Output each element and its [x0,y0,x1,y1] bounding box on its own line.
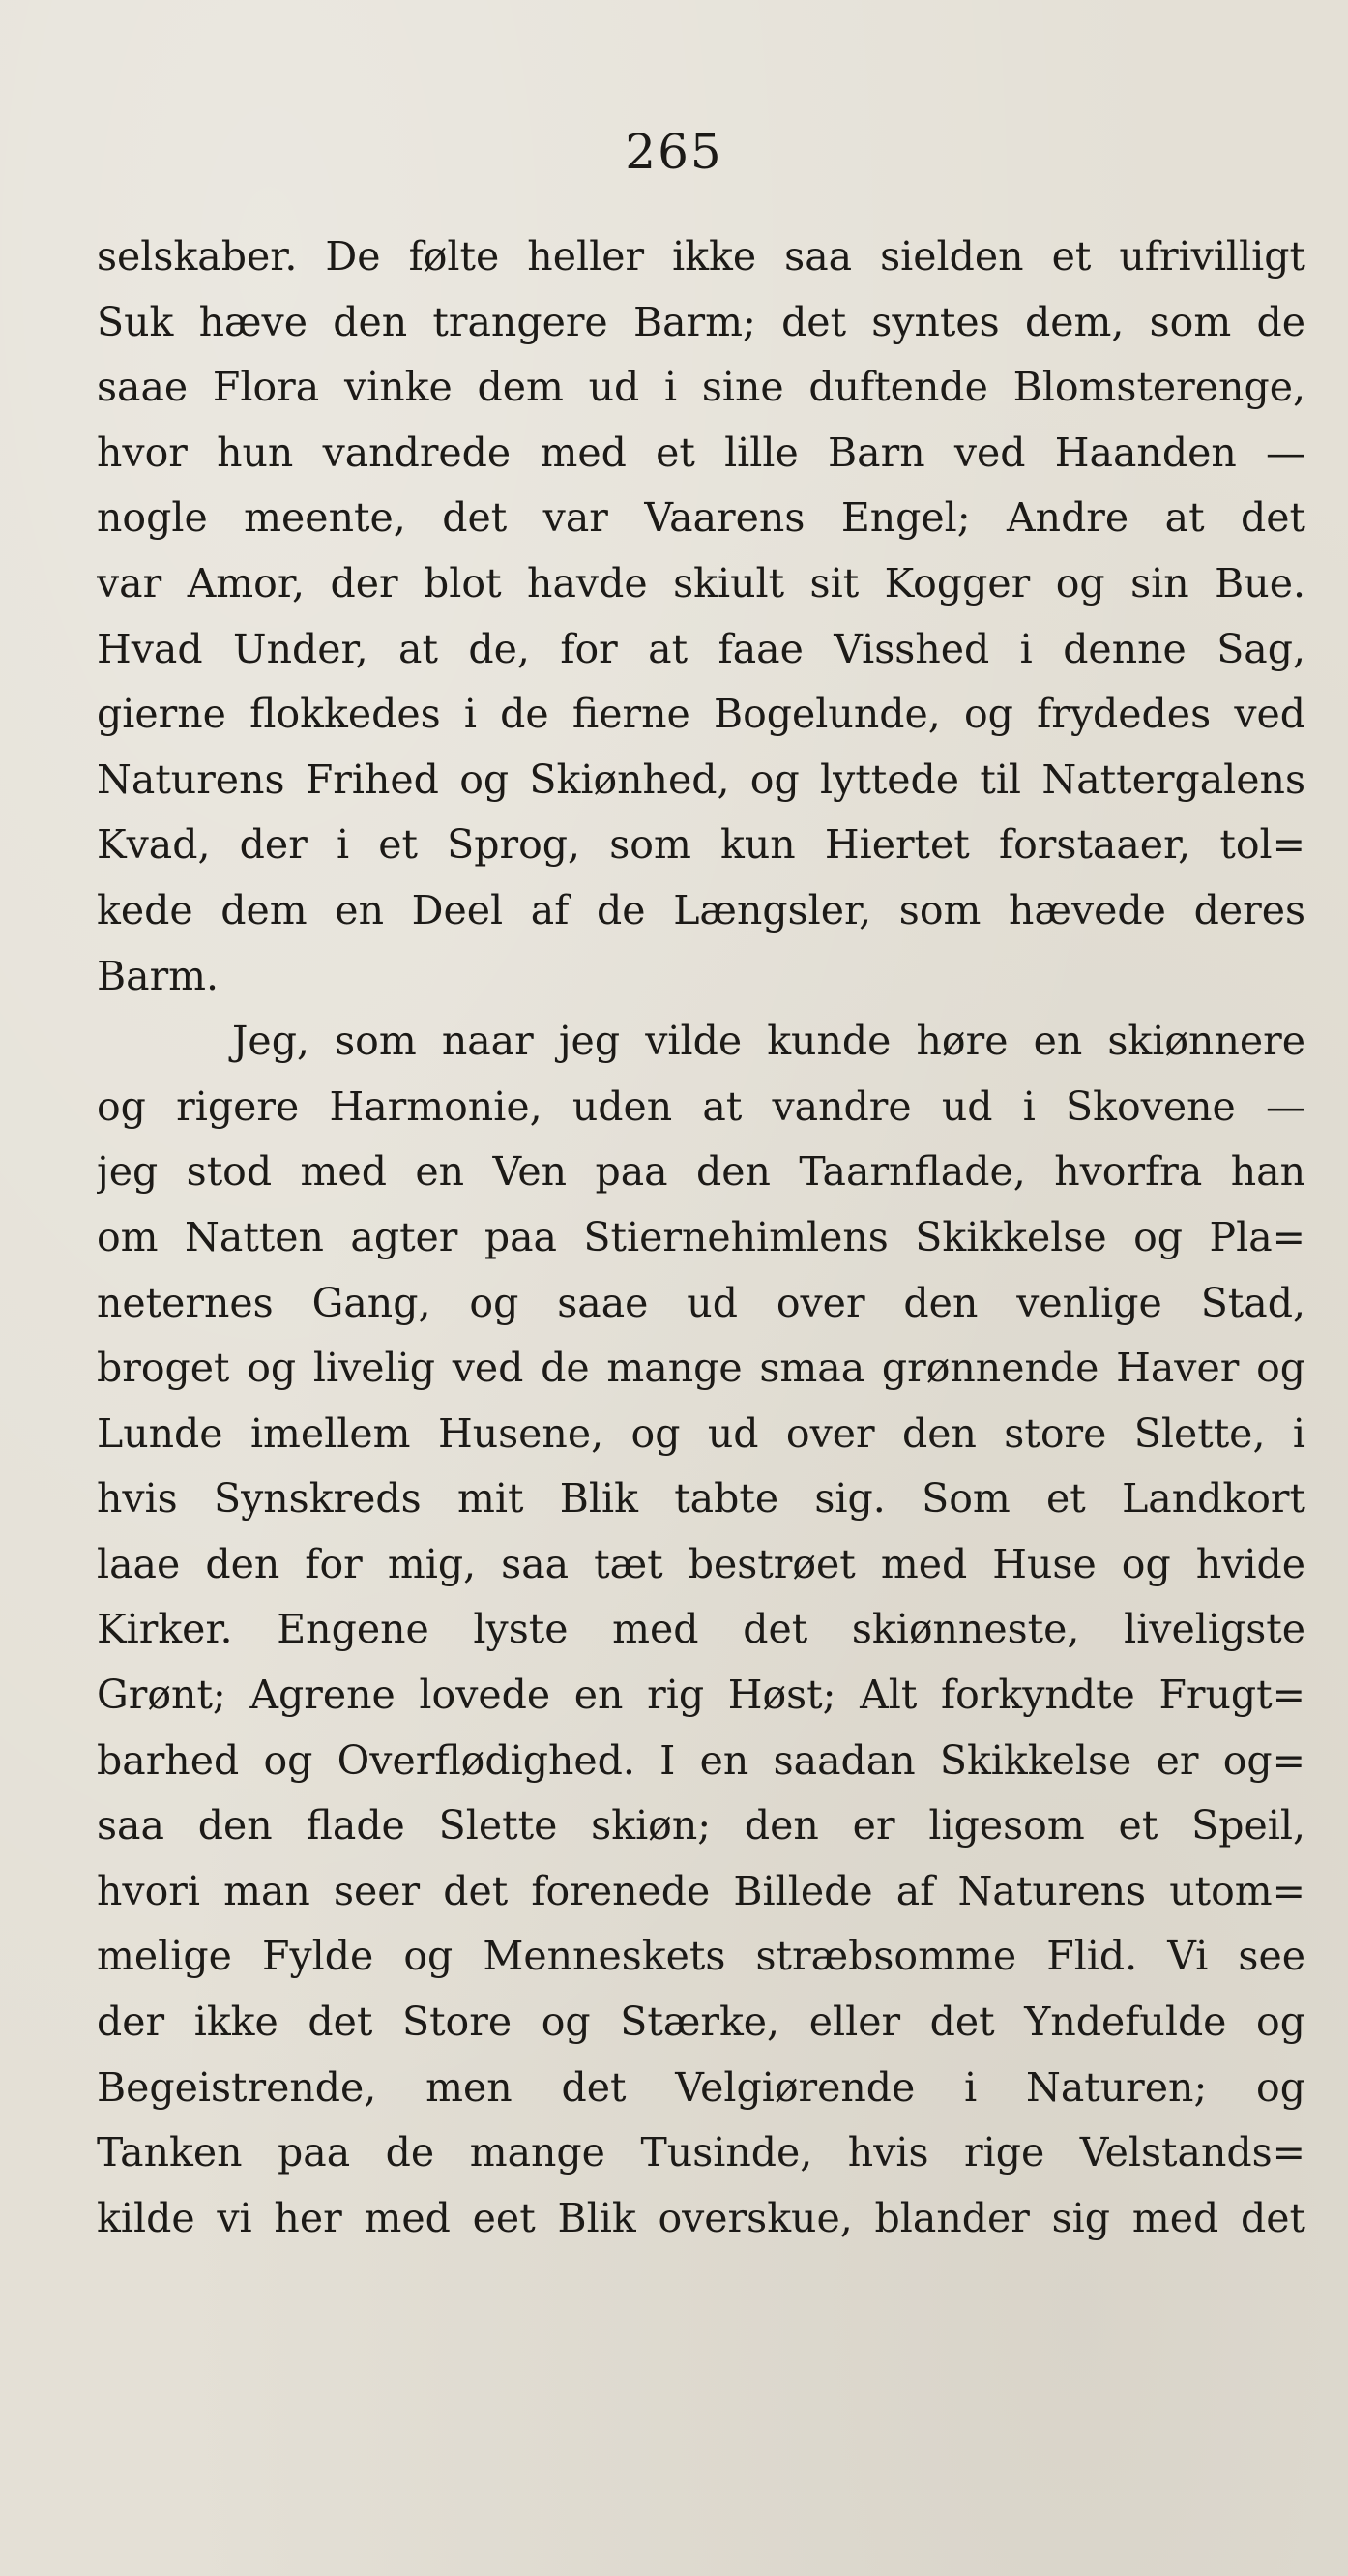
text-line: Grønt; Agrene lovede en rig Høst; Alt forkyndte Frugt= [97,1672,1305,1719]
text-line: saae Flora vinke dem ud i sine duftende Blomsterenge, [97,364,1305,411]
page-number: 265 [625,124,723,180]
text-line: Jeg, som naar jeg vilde kunde høre en skiønnere [232,1018,1305,1065]
text-line: kede dem en Deel af de Længsler, som hævede deres [97,886,1305,933]
text-line: neternes Gang, og saae ud over den venlige Stad, [97,1279,1305,1326]
text-line: broget og livelig ved de mange smaa grønnende Haver og [97,1345,1305,1392]
text-line: om Natten agter paa Stiernehimlens Skikkelse og Pla= [97,1213,1305,1260]
text-line: hvis Synskreds mit Blik tabte sig. Som et Landkort [97,1475,1305,1523]
text-line: Tanken paa de mange Tusinde, hvis rige Velstands= [97,2129,1305,2176]
text-line: Begeistrende, men det Velgiørende i Naturen; og [97,2063,1305,2111]
text-line: hvori man seer det forenede Billede af Naturens utom= [97,1867,1305,1914]
text-line: selskaber. De følte heller ikke saa sielden et ufrivilligt [97,233,1305,280]
text-line: Naturens Frihed og Skiønhed, og lyttede til Nattergalens [97,755,1305,803]
text-line: barhed og Overflødighed. I en saadan Skikkelse er og= [97,1736,1305,1784]
text-line: kilde vi her med eet Blik overskue, blander sig med det [97,2194,1305,2241]
body-text [97,224,1305,2251]
text-line: laae den for mig, saa tæt bestrøet med Huse og hvide [97,1540,1305,1587]
text-line: var Amor, der blot havde skiult sit Kogger og sin Bue. [97,559,1305,607]
text-line: Suk hæve den trangere Barm; det syntes dem, som de [97,298,1305,345]
text-line: Hvad Under, at de, for at faae Visshed i denne Sag, [97,625,1305,672]
text-line: Kirker. Engene lyste med det skiønneste, liveligste [97,1606,1305,1653]
text-line: nogle meente, det var Vaarens Engel; Andre at det [97,494,1305,542]
text-line: Kvad, der i et Sprog, som kun Hiertet forstaaer, tol= [97,821,1305,869]
text-line: saa den flade Slette skiøn; den er ligesom et Speil, [97,1802,1305,1850]
paragraph-2 [97,1009,1305,2251]
paragraph-1 [97,224,1305,1009]
text-line: gierne flokkedes i de fierne Bogelunde, og frydedes ved [97,691,1305,738]
text-line: Lunde imellem Husene, og ud over den store Slette, i [97,1409,1305,1457]
text-line: der ikke det Store og Stærke, eller det Yndefulde og [97,1999,1305,2046]
text-line: og rigere Harmonie, uden at vandre ud i Skovene — [97,1082,1305,1130]
text-line: Barm. [97,952,220,999]
text-line: jeg stod med en Ven paa den Taarnflade, hvorfra han [97,1148,1305,1196]
text-line: hvor hun vandrede med et lille Barn ved Haanden — [97,429,1305,476]
text-line: melige Fylde og Menneskets stræbsomme Flid. Vi see [97,1933,1305,1980]
